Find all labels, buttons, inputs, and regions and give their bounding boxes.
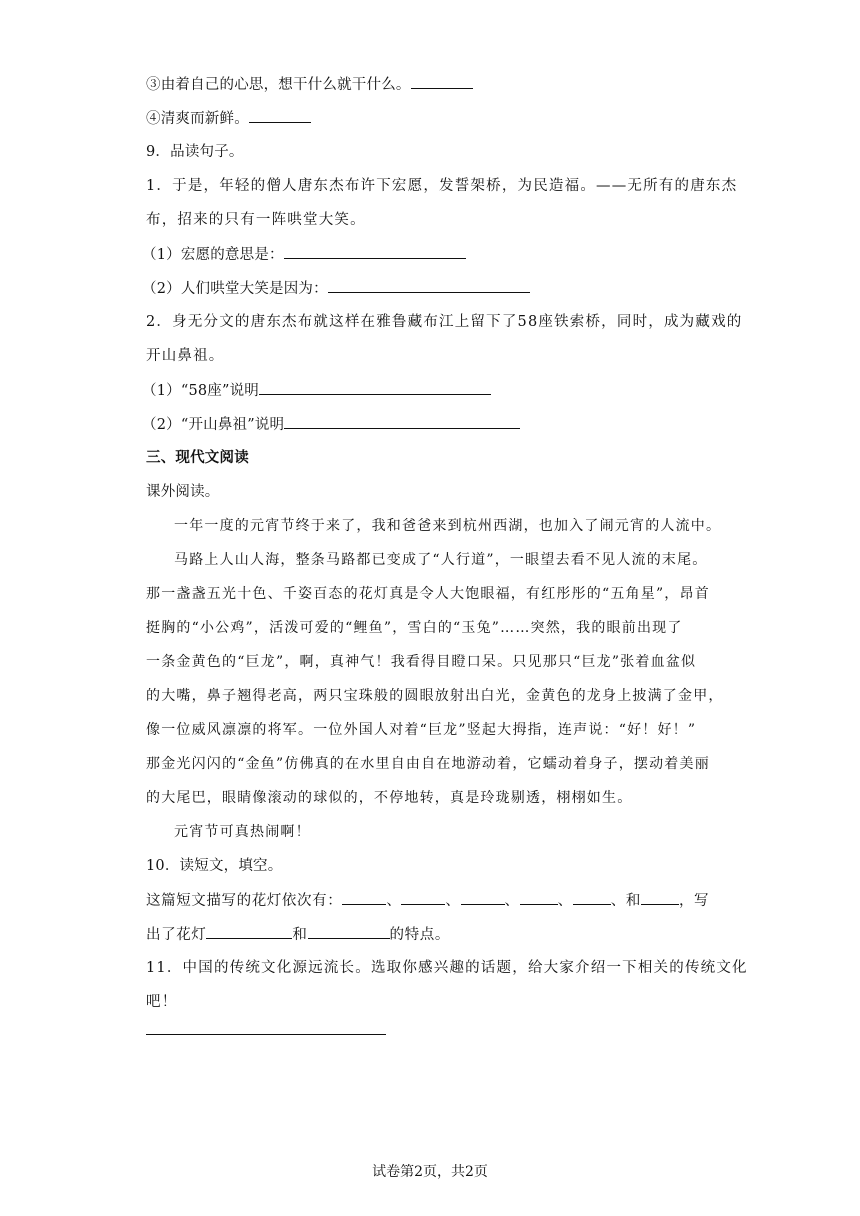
question-11-line-1: 11．中国的传统文化源远流长。选取你感兴趣的话题，给大家介绍一下相关的传统文化 xyxy=(146,960,748,976)
answer-blank[interactable] xyxy=(520,890,558,905)
passage-paragraph-2-line-1: 马路上人山人海，整条马路都已变成了“人行道”，一眼望去看不见人流的末尾。 xyxy=(174,552,708,568)
passage-paragraph-1: 一年一度的元宵节终于来了，我和爸爸来到杭州西湖，也加入了闹元宵的人流中。 xyxy=(174,518,722,534)
sentence-2-question-2: （2）“开山鼻祖”说明 xyxy=(142,414,520,435)
passage-paragraph-2-line-2: 那一盏盏五光十色、千姿百态的花灯真是令人大饱眼福，有红彤彤的“五角星”，昂首 xyxy=(146,586,710,602)
answer-blank[interactable] xyxy=(284,244,466,259)
passage-paragraph-2-line-7: 那金光闪闪的“金鱼”仿佛真的在水里自由自在地游动着，它蠕动着身子，摆动着美丽 xyxy=(146,756,710,772)
sentence-1-question-1: （1）宏愿的意思是： xyxy=(142,244,466,265)
answer-line-4: ④清爽而新鲜。 xyxy=(146,108,311,129)
answer-blank[interactable] xyxy=(573,890,611,905)
question-10-line-2: 出了花灯 和 的特点。 xyxy=(146,924,450,945)
answer-blank[interactable] xyxy=(259,380,491,395)
passage-paragraph-2-line-4: 一条金黄色的“巨龙”，啊，真神气！我看得目瞪口呆。只见那只“巨龙”张着血盆似 xyxy=(146,654,697,670)
question-9-title: 9．品读句子。 xyxy=(146,144,244,160)
question-10-line-1: 这篇短文描写的花灯依次有： 、 、 、 、 、和 ，写 xyxy=(146,890,709,911)
page-footer: 试卷第2页，共2页 xyxy=(372,1164,488,1180)
sentence-1-line-2: 布，招来的只有一阵哄堂大笑。 xyxy=(146,212,366,228)
question-10-title: 10．读短文，填空。 xyxy=(146,858,283,874)
answer-blank[interactable] xyxy=(249,108,311,123)
passage-paragraph-2-line-6: 像一位威风凛凛的将军。一位外国人对着“巨龙”竖起大拇指，连声说：“好！好！” xyxy=(146,722,697,738)
sentence-1-line-1: 1．于是，年轻的僧人唐东杰布许下宏愿，发誓架桥，为民造福。——无所有的唐东杰 xyxy=(146,178,738,194)
answer-blank[interactable] xyxy=(401,890,445,905)
answer-blank[interactable] xyxy=(308,924,390,939)
answer-blank[interactable] xyxy=(641,890,679,905)
passage-paragraph-2-line-8: 的大尾巴，眼睛像滚动的球似的，不停地转，真是玲珑剔透，栩栩如生。 xyxy=(146,790,633,806)
sentence-2-question-1: （1）“58座”说明 xyxy=(142,380,491,401)
section-3-heading: 三、现代文阅读 xyxy=(146,449,249,466)
answer-blank[interactable] xyxy=(411,74,473,89)
answer-blank[interactable] xyxy=(284,414,520,429)
answer-line[interactable] xyxy=(146,1034,386,1035)
extra-reading-label: 课外阅读。 xyxy=(146,484,220,500)
question-11-line-2: 吧！ xyxy=(146,994,178,1010)
sentence-2-line-2: 开山鼻祖。 xyxy=(146,348,225,364)
sentence-2-line-1: 2．身无分文的唐东杰布就这样在雅鲁藏布江上留下了58座铁索桥，同时，成为藏戏的 xyxy=(146,314,743,330)
answer-blank[interactable] xyxy=(461,890,505,905)
sentence-1-question-2: （2）人们哄堂大笑是因为： xyxy=(142,278,530,299)
answer-blank[interactable] xyxy=(342,890,386,905)
passage-paragraph-2-line-5: 的大嘴，鼻子翘得老高，两只宝珠般的圆眼放射出白光，金黄色的龙身上披满了金甲， xyxy=(146,688,724,704)
answer-line-3: ③由着自己的心思，想干什么就干什么。 xyxy=(146,74,473,95)
answer-blank[interactable] xyxy=(206,924,292,939)
passage-paragraph-2-line-3: 挺胸的“小公鸡”，活泼可爱的“鲤鱼”，雪白的“玉兔”……突然，我的眼前出现了 xyxy=(146,620,683,636)
passage-paragraph-3: 元宵节可真热闹啊！ xyxy=(174,824,311,840)
answer-blank[interactable] xyxy=(328,278,530,293)
